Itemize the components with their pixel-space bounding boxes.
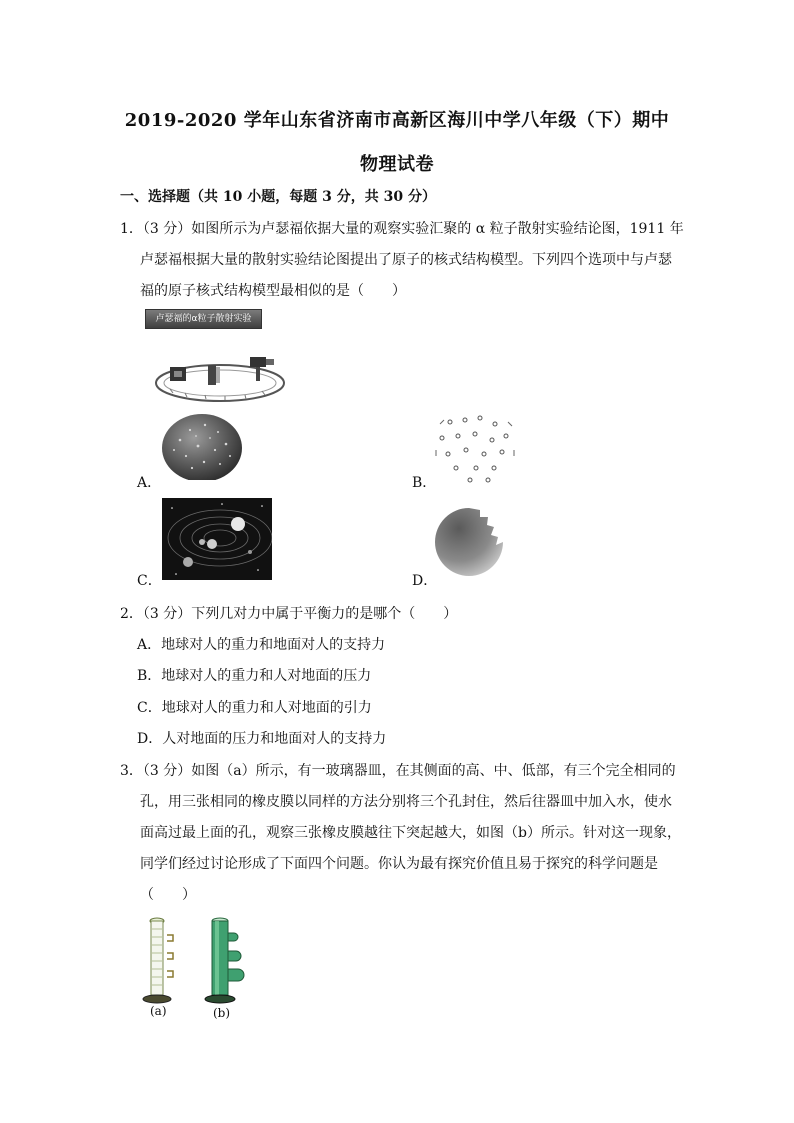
q3-stem-line5: （ ） [140,887,196,903]
q3-stem-line4: 同学们经过讨论形成了下面四个问题。你认为最有探究价值且易于探究的科学问题是 [140,856,658,872]
figure-a-label: (a) [150,1004,167,1018]
option-d-image [432,505,507,580]
q1-stem-line1: 1．（3 分）如图所示为卢瑟福依据大量的观察实验汇聚的 α 粒子散射实验结论图，1911 年 [120,221,684,237]
q1-stem-line2: 卢瑟福根据大量的散射实验结论图提出了原子的核式结构模型。下列四个选项中与卢瑟 [140,252,672,268]
q1-option-a-label: A． [137,475,162,491]
q2-option-b: B．地球对人的重力和人对地面的压力 [137,668,372,684]
q1-option-b-label: B． [412,475,437,491]
q1-stem-line3: 福的原子核式结构模型最相似的是（ ） [140,283,406,299]
q3-stem-line2: 孔，用三张相同的橡皮膜以同样的方法分别将三个孔封住，然后往器皿中加入水，使水 [140,794,672,810]
option-b-image [430,410,520,485]
vessel-a-figure [140,915,185,1007]
rutherford-apparatus-figure [150,345,290,405]
figure-b-label: (b) [213,1006,231,1020]
q2-option-d: D．人对地面的压力和地面对人的支持力 [137,731,387,747]
section-heading: 一、选择题（共 10 小题，每题 3 分，共 30 分） [120,189,436,205]
q1-option-c-label: C． [137,573,162,589]
q3-stem-line1: 3．（3 分）如图（a）所示，有一玻璃器皿，在其侧面的高、中、低部，有三个完全相同的 [120,763,676,779]
q3-stem-line3: 面高过最上面的孔，观察三张橡皮膜越往下突起越大，如图（b）所示。针对这一现象， [140,825,681,841]
q2-stem: 2．（3 分）下列几对力中属于平衡力的是哪个（ ） [120,606,458,622]
q2-option-a: A．地球对人的重力和地面对人的支持力 [137,637,386,653]
vessel-b-figure [202,915,252,1007]
option-c-image [162,498,272,580]
q1-experiment-banner: 卢瑟福的α粒子散射实验 [145,309,262,329]
option-a-image [160,410,245,480]
paper-title-line1: 2019-2020 学年山东省济南市高新区海川中学八年级（下）期中 [124,110,670,131]
q1-option-d-label: D． [412,573,438,589]
paper-title-line2: 物理试卷 [360,154,434,175]
q2-option-c: C．地球对人的重力和人对地面的引力 [137,700,372,716]
